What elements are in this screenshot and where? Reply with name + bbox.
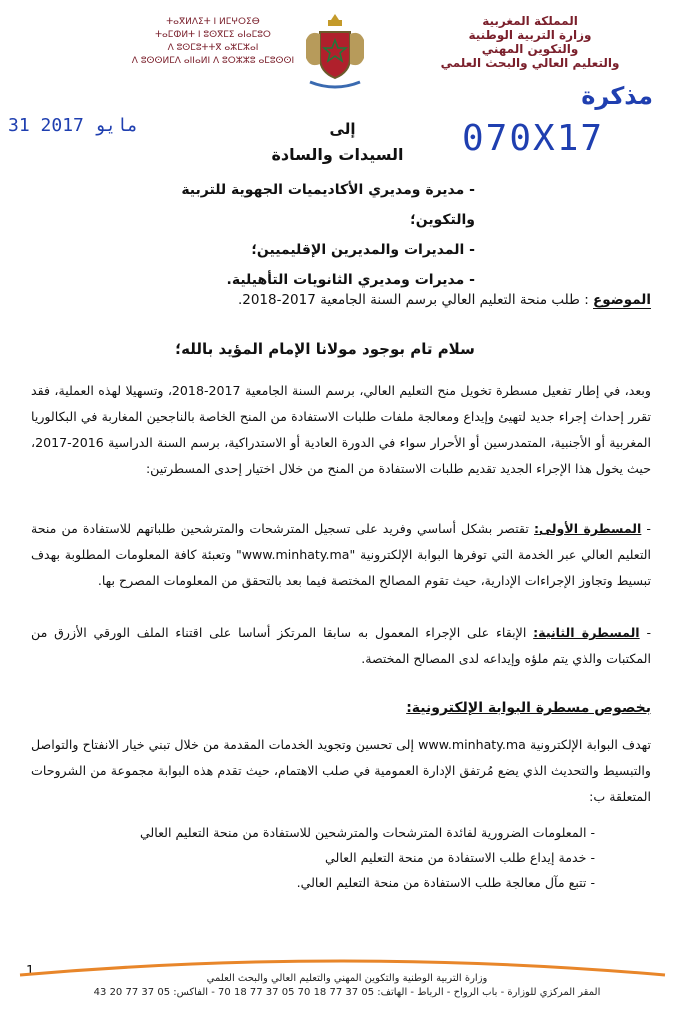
procedure-one: - المسطرة الأولى: تقتصر بشكل أساسي وفريد على تسجيل المترشحات والمترشحين طلباتهم للاستفادة من منحة التعليم العالي عبر الخدمة التي توفرها البوابة الإلكترونية "www.minhaty.ma" وتعبئة كافة المعلومات المطلوبة بهدف تبسيط وتجاوز الإجراءات الإدارية، حيث تقوم المصالح المختصة فيما بعد بالتحقق من المعلومات المصرح بها. [31,521,651,588]
tifinagh-line: ⴷ ⵓⵙⵙⵍⵎⴷ ⴰⵏⵏⴰⵍⵏ ⴷ ⵓⵔⵣⵣⵓ ⴰⵎⵓⵙⵙⵏ [131,56,295,66]
footer-line: المقر المركزي للوزارة - باب الرواح - الرباط - الهاتف: 05 37 77 18 70 05 37 77 18 70 - الفاكس: 05 37 77 20 43 [93,987,601,998]
header-line: والتعليم العالي والبحث العلمي [440,56,620,70]
tifinagh-line: ⴷ ⵓⵙⵎⵓⵜⵜⴳ ⴰⵣⵎⵣⴰⵏ [167,43,259,53]
services-list [95,820,595,895]
procedure-two-text: الإبقاء على الإجراء المعمول به سابقا المرتكز أساسا على اقتناء الملف الورقي الأزرق من المكتبات والذي يتم ملؤه وإيداعه لدى المصالح المختصة. [31,625,651,666]
salutation-heading: السيدات والسادة [271,145,404,164]
tifinagh-line: ⵜⴰⵎⵀⵍⵜ ⵏ ⵓⵙⴳⵎⵉ ⴰⵏⴰⵎⵓⵔ [155,30,271,40]
list-item: - تتبع مآل معالجة طلب الاستفادة من منحة التعليم العالي. [296,875,595,890]
procedure-one-text: تقتصر بشكل أساسي وفريد على تسجيل المترشحات والمترشحين طلباتهم للاستفادة من منحة التعليم العالي عبر الخدمة التي توفرها البوابة الإلكترونية "www.minhaty.ma" وتعبئة كافة المعلومات المطلوبة بهدف تبسيط وتجاوز الإجراءات الإدارية، حيث تقوم المصالح المختصة فيما بعد بالتحقق من المعلومات المصرح بها. [31,521,651,588]
to-label: إلى [329,120,356,138]
recipient-item: - المديرات والمديرين الإقليميين؛ [135,235,475,265]
subject-line: الموضوع : طلب منحة التعليم العالي برسم السنة الجامعية 2017-2018. [237,292,651,308]
header-line: والتكوين المهني [481,42,579,56]
list-item: - المعلومات الضرورية لفائدة المترشحات والمترشحين للاستفادة من منحة التعليم العالي [139,825,595,840]
procedure-one-label: المسطرة الأولى: [534,521,642,536]
header-line: وزارة التربية الوطنية [468,28,592,42]
header-line: المملكة المغربية [482,14,578,28]
section-heading: بخصوص مسطرة البوابة الإلكترونية: [406,700,651,716]
memo-stamp-title: مذكرة [581,82,653,110]
page-number: 1 [26,964,35,979]
recipient-item: - مديرة ومديري الأكاديميات الجهوية للتربية والتكوين؛ [135,175,475,235]
memo-date: 31 مايو 2017 [8,115,139,136]
memo-number: 070X17 [462,118,605,159]
recipient-item: - مديرات ومديري الثانويات التأهيلية. [135,265,475,295]
subject-text: طلب منحة التعليم العالي برسم السنة الجامعية 2017-2018. [237,292,580,308]
tifinagh-line: ⵜⴰⴳⵍⴷⵉⵜ ⵏ ⵍⵎⵖⵔⵉⴱ [166,17,260,27]
royal-emblem-icon [300,10,370,92]
recipient-list [135,175,475,295]
portal-paragraph: تهدف البوابة الإلكترونية www.minhaty.ma إلى تحسين وتجويد الخدمات المقدمة من خلال تبني خيار الانفتاح والتواصل والتبسيط والتحديث الذي يضع مُرتفق الإدارة العمومية في صلب الاهتمام، حيث تقدم هذه البوابة مجموعة من الشروحات المتعلقة ب: [31,737,651,804]
footer-line: وزارة التربية الوطنية والتكوين المهني والتعليم العالي والبحث العلمي [206,973,488,984]
list-item: - خدمة إيداع طلب الاستفادة من منحة التعليم العالي [324,850,595,865]
intro-paragraph: وبعد، في إطار تفعيل مسطرة تخويل منح التعليم العالي، برسم السنة الجامعية 2017-2018، وتسهيلا لهذه العملية، فقد تقرر إحداث إجراء جديد لتهيئ وإيداع ومعالجة ملفات طلبات الاستفادة من المنح الخاصة بالناجحين المغاربة في البكالوريا المغربية أو الأجنبية، المتمدرسين أو الأحرار سواء في الدورة العادية أو الاستدراكية، برسم السنة الدراسية 2016-2017، حيث يخول هذا الإجراء الجديد تقديم طلبات الاستفادة من المنح من خلال اختيار إحدى المسطرتين: [31,383,651,476]
subject-label: الموضوع [593,292,651,308]
procedure-two-label: المسطرة الثانية: [533,625,640,640]
footer-address [27,972,667,1000]
procedure-two: - المسطرة الثانية: الإبقاء على الإجراء المعمول به سابقا المرتكز أساسا على اقتناء الملف الورقي الأزرق من المكتبات والذي يتم ملؤه وإيداعه لدى المصالح المختصة. [31,625,651,666]
greeting: سلام تام بوجود مولانا الإمام المؤيد بالله؛ [175,340,475,358]
tifinagh-header [128,16,298,68]
ministry-header-arabic [435,14,625,70]
